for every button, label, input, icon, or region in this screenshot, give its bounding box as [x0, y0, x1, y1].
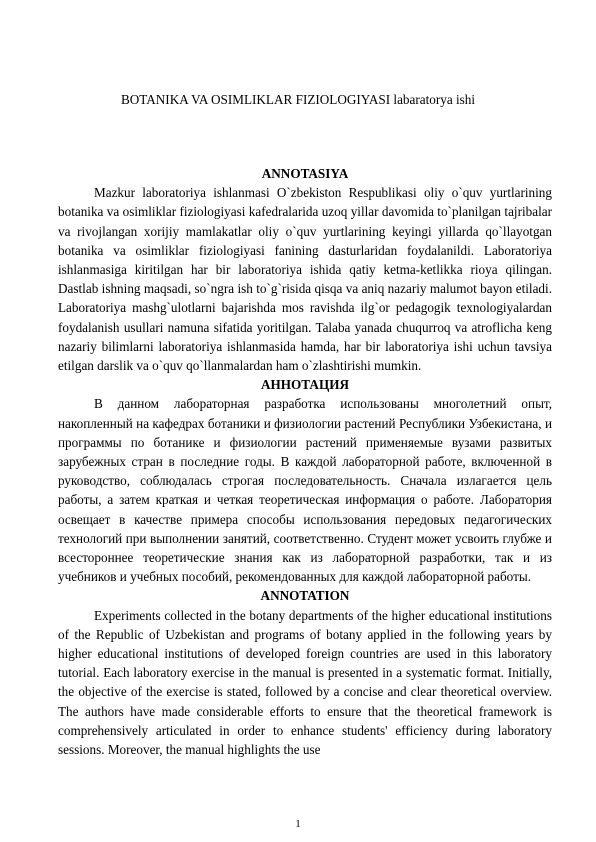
document-body	[58, 164, 552, 759]
section-annotasiya	[58, 164, 552, 375]
section-annotation	[58, 586, 552, 759]
section-annotaciya	[58, 375, 552, 586]
page-number: 1	[295, 818, 301, 830]
section-heading: ANNOTATION	[260, 588, 350, 604]
section-paragraph: Mazkur laboratoriya ishlanmasi O`zbekiston Respublikasi oliy o`quv yurtlarining botanika va osimliklar fiziologiyasi kafedralarida uzoq yillar davomida to`planilgan tajribalar va rivojlangan xorijiy mamlakatlar oliy o`quv yurtlarining keyingi yillarda qo`llayotgan botanika va osimliklar fiziologiyasi fanining dasturlaridan foydalanildi. Laboratoriya ishlanmasiga kiritilgan har bir laboratoriya ishida qatiy ketma-ketlikka rioya qilingan. Dastlab ishning maqsadi, so`ngra ish to`g`risida qisqa va aniq nazariy malumot bayon etiladi. Laboratoriya mashg`ulotlarni bajarishda mos ravishda ilg`or pedagogik texnologiyalardan foydalanish usullari namuna sifatida yoritilgan. Talaba yanada chuqurroq va atroflicha keng nazariy bilimlarni laboratoriya ishlanmasida hamda, har bir laboratoriya ishi uchun tavsiya etilgan darslik va o`quv qo`llanmalardan ham o`zlashtirishi mumkin.	[58, 185, 552, 374]
section-paragraph: В данном лабораторная разработка использованы многолетний опыт, накопленный на кафедрах ботаники и физиологии растений Республики Узбекистана, и программы по ботанике и физиологии растений применяемые вузами развитых зарубежных стран в последние годы. В каждой лабораторной работе, включенной в руководство, соблюдалась строгая последовательность. Сначала излагается цель работы, а затем краткая и четкая теоретическая информация о работе. Лаборатория освещает в качестве примера способы использования передовых педагогических технологий при выполнении занятий, соответственно. Студент может усвоить глубже и всестороннее теоретические знания как из лабораторной разработки, так и из учебников и учебных пособий, рекомендованных для каждой лабораторной работы.	[58, 396, 552, 585]
section-heading: АННОТАЦИЯ	[261, 377, 349, 393]
section-paragraph: Experiments collected in the botany departments of the higher educational institutions of the Republic of Uzbekistan and programs of botany applied in the following years by higher educational institutions of developed foreign countries are used in this laboratory tutorial. Each laboratory exercise in the manual is presented in a systematic format. Initially, the objective of the exercise is stated, followed by a concise and clear theoretical overview. The authors have made considerable efforts to ensure that the theoretical framework is comprehensively articulated in order to enhance students' efficiency during laboratory sessions. Moreover, the manual highlights the use	[58, 607, 552, 758]
document-title: BOTANIKA VA OSIMLIKLAR FIZIOLOGIYASI labaratorya ishi	[120, 92, 476, 107]
section-heading: ANNOTASIYA	[261, 166, 349, 181]
